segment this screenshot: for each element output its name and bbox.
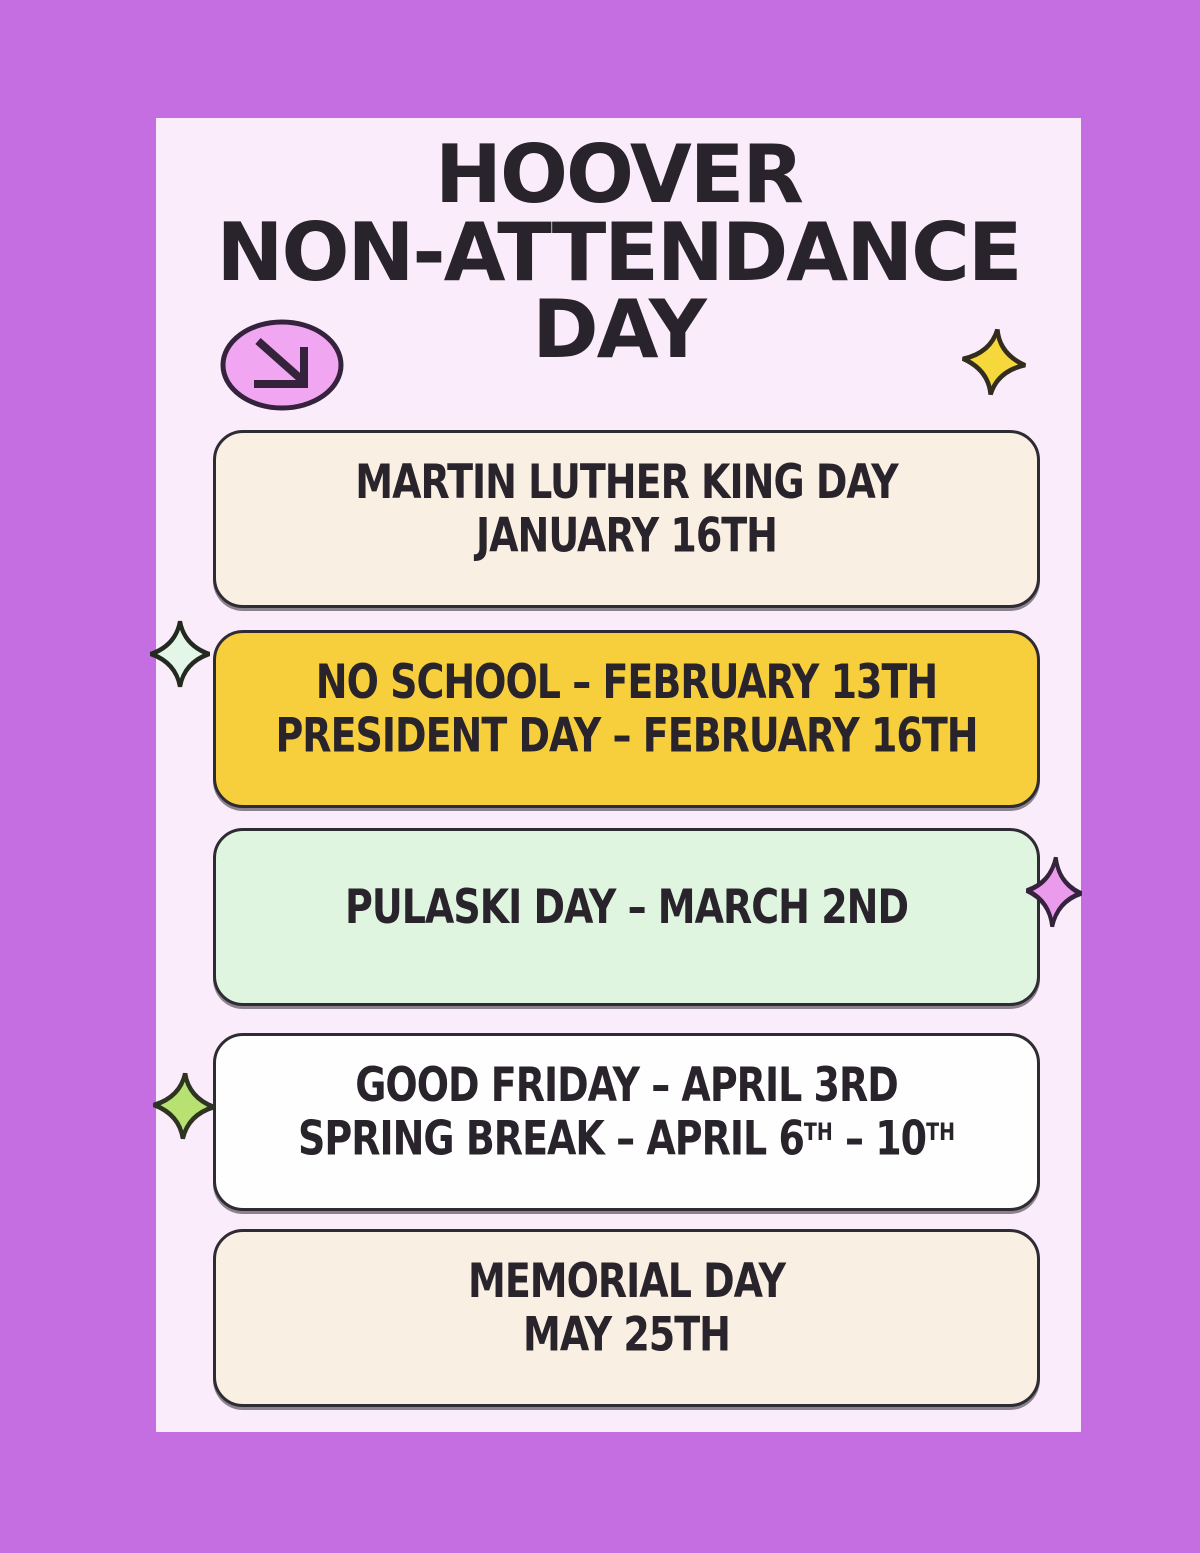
card-line-1: PULASKI DAY – MARCH 2ND [345, 879, 908, 935]
arrow-down-right-badge-icon [218, 318, 346, 413]
card-text [298, 1059, 955, 1165]
card-text [355, 456, 897, 562]
card-line-2: JANUARY 16TH [476, 507, 777, 563]
arrow-down-right-icon [218, 318, 346, 413]
card-line-1: MEMORIAL DAY [468, 1253, 785, 1309]
card-memorial-day [213, 1229, 1040, 1407]
title-line-3: DAY [532, 283, 705, 377]
card-line-2 [298, 1112, 955, 1165]
sparkle-mint-icon [150, 620, 210, 688]
card-line-2-text: SPRING BREAK – APRIL 6 [298, 1110, 804, 1166]
title-line-2: NON-ATTENDANCE [216, 205, 1021, 299]
ordinal-suffix: TH [803, 1118, 833, 1147]
card-text [275, 656, 977, 762]
sparkle-icon [152, 1071, 216, 1141]
card-line-2: MAY 25TH [523, 1306, 730, 1362]
card-line-1: NO SCHOOL – FEBRUARY 13TH [315, 654, 938, 710]
sparkle-icon [150, 620, 210, 688]
card-presidents-day [213, 630, 1040, 808]
card-line-1: MARTIN LUTHER KING DAY [355, 454, 898, 510]
title-line-1: HOOVER [435, 128, 802, 221]
card-text [468, 1255, 785, 1361]
sparkle-yellow-icon [959, 325, 1030, 399]
sparkle-icon [1024, 855, 1084, 930]
card-line-1: GOOD FRIDAY – APRIL 3RD [355, 1057, 898, 1113]
sparkle-pink-icon [1024, 855, 1084, 930]
card-line-2-text: – 10 [832, 1110, 927, 1166]
sparkle-icon [959, 325, 1030, 399]
sparkle-green-icon [152, 1071, 216, 1141]
card-line-2: PRESIDENT DAY – FEBRUARY 16TH [275, 707, 978, 763]
card-text [345, 880, 908, 933]
card-good-friday-spring-break [213, 1033, 1040, 1211]
card-martin-luther-king-day [213, 430, 1040, 608]
ordinal-suffix: TH [926, 1118, 955, 1147]
card-pulaski-day [213, 828, 1040, 1006]
